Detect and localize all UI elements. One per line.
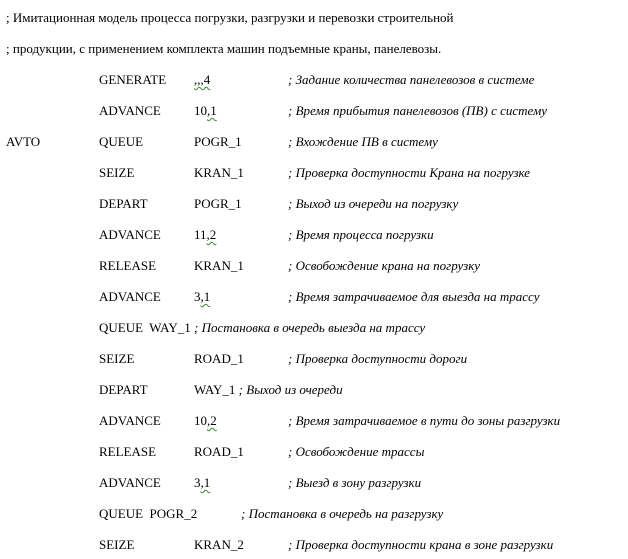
header-line-1: ; Имитационная модель процесса погрузки, разгрузки и перевозки строительной <box>6 10 454 25</box>
operand-tail: ,2 <box>206 227 217 242</box>
operand-main: 3 <box>194 289 201 304</box>
operand-main: KRAN_1 <box>194 258 244 273</box>
operand-main: ,,,4 <box>194 72 211 87</box>
code-operator: ADVANCE <box>99 475 161 490</box>
operand-main: KRAN_2 <box>194 537 244 552</box>
code-operator: ADVANCE <box>99 289 161 304</box>
code-comment: ; Постановка в очередь на разгрузку <box>241 506 444 521</box>
code-operator: QUEUE POGR_2 <box>99 506 198 521</box>
code-comment: ; Время затрачиваемое в пути до зоны разгрузки <box>288 413 561 428</box>
code-comment: ; Проверка доступности Крана на погрузке <box>288 165 531 180</box>
code-operator: ADVANCE <box>99 227 161 242</box>
code-comment: ; Выход из очереди на погрузку <box>288 196 459 211</box>
code-comment: ; Время затрачиваемое для выезда на трассу <box>288 289 540 304</box>
code-operator: RELEASE <box>99 258 157 273</box>
code-operator: DEPART <box>99 382 148 397</box>
operand-main: 10 <box>194 413 207 428</box>
code-operator: GENERATE <box>99 72 167 87</box>
operand-main: POGR_1 <box>194 196 242 211</box>
code-label: AVTO <box>6 134 41 149</box>
code-comment: ; Выезд в зону разгрузки <box>288 475 422 490</box>
code-comment: ; Задание количества панелевозов в системе <box>288 72 535 87</box>
code-operand <box>194 196 242 212</box>
header-line-2: ; продукции, с применением комплекта машин подъемные краны, панелевозы. <box>6 41 442 56</box>
operand-tail: ,1 <box>200 475 211 490</box>
code-operator: SEIZE <box>99 351 135 366</box>
code-operand <box>194 227 216 243</box>
code-operand <box>194 351 244 367</box>
operand-main: POGR_1 <box>194 134 242 149</box>
operand-tail: ,2 <box>207 413 217 428</box>
code-operand <box>194 444 244 460</box>
operand-main: ROAD_1 <box>194 444 244 459</box>
code-comment: ; Проверка доступности крана в зоне разгрузки <box>288 537 554 552</box>
code-operator: QUEUE <box>99 134 144 149</box>
code-operator: SEIZE <box>99 537 135 552</box>
code-operator: SEIZE <box>99 165 135 180</box>
operand-main: KRAN_1 <box>194 165 244 180</box>
code-comment: ; Проверка доступности дороги <box>288 351 468 366</box>
code-operand <box>194 413 217 429</box>
operand-main: 11 <box>194 227 207 242</box>
code-operand <box>194 289 210 305</box>
code-comment: ; Постановка в очередь выезда на трассу <box>190 320 426 335</box>
operand-main: 10 <box>194 103 207 118</box>
code-operator: ADVANCE <box>99 103 161 118</box>
code-operand <box>194 537 244 553</box>
code-comment: ; Освобождение крана на погрузку <box>288 258 481 273</box>
code-operator: QUEUE WAY_1 ; Постановка в очередь выезда на трассу <box>99 320 426 335</box>
operand-main: 3 <box>194 475 201 490</box>
code-operand <box>194 103 217 119</box>
code-operand <box>194 258 244 274</box>
code-operator: DEPART <box>99 196 148 211</box>
code-operand <box>194 382 343 398</box>
code-comment: ; Вхождение ПВ в систему <box>288 134 438 149</box>
operand-tail: ,1 <box>207 103 217 118</box>
code-comment: ; Выход из очереди <box>235 382 343 397</box>
code-operator: RELEASE <box>99 444 157 459</box>
code-operand <box>194 165 244 181</box>
code-operand <box>194 475 210 491</box>
code-comment: ; Время процесса погрузки <box>288 227 434 242</box>
code-operand <box>194 72 210 88</box>
operand-main: WAY_1 <box>194 382 236 397</box>
code-operator: ADVANCE <box>99 413 161 428</box>
code-comment: ; Время прибытия панелевозов (ПВ) с систему <box>288 103 548 118</box>
code-comment: ; Освобождение трассы <box>288 444 425 459</box>
operand-tail: ,1 <box>200 289 211 304</box>
code-operand <box>194 134 242 150</box>
operand-main: ROAD_1 <box>194 351 244 366</box>
